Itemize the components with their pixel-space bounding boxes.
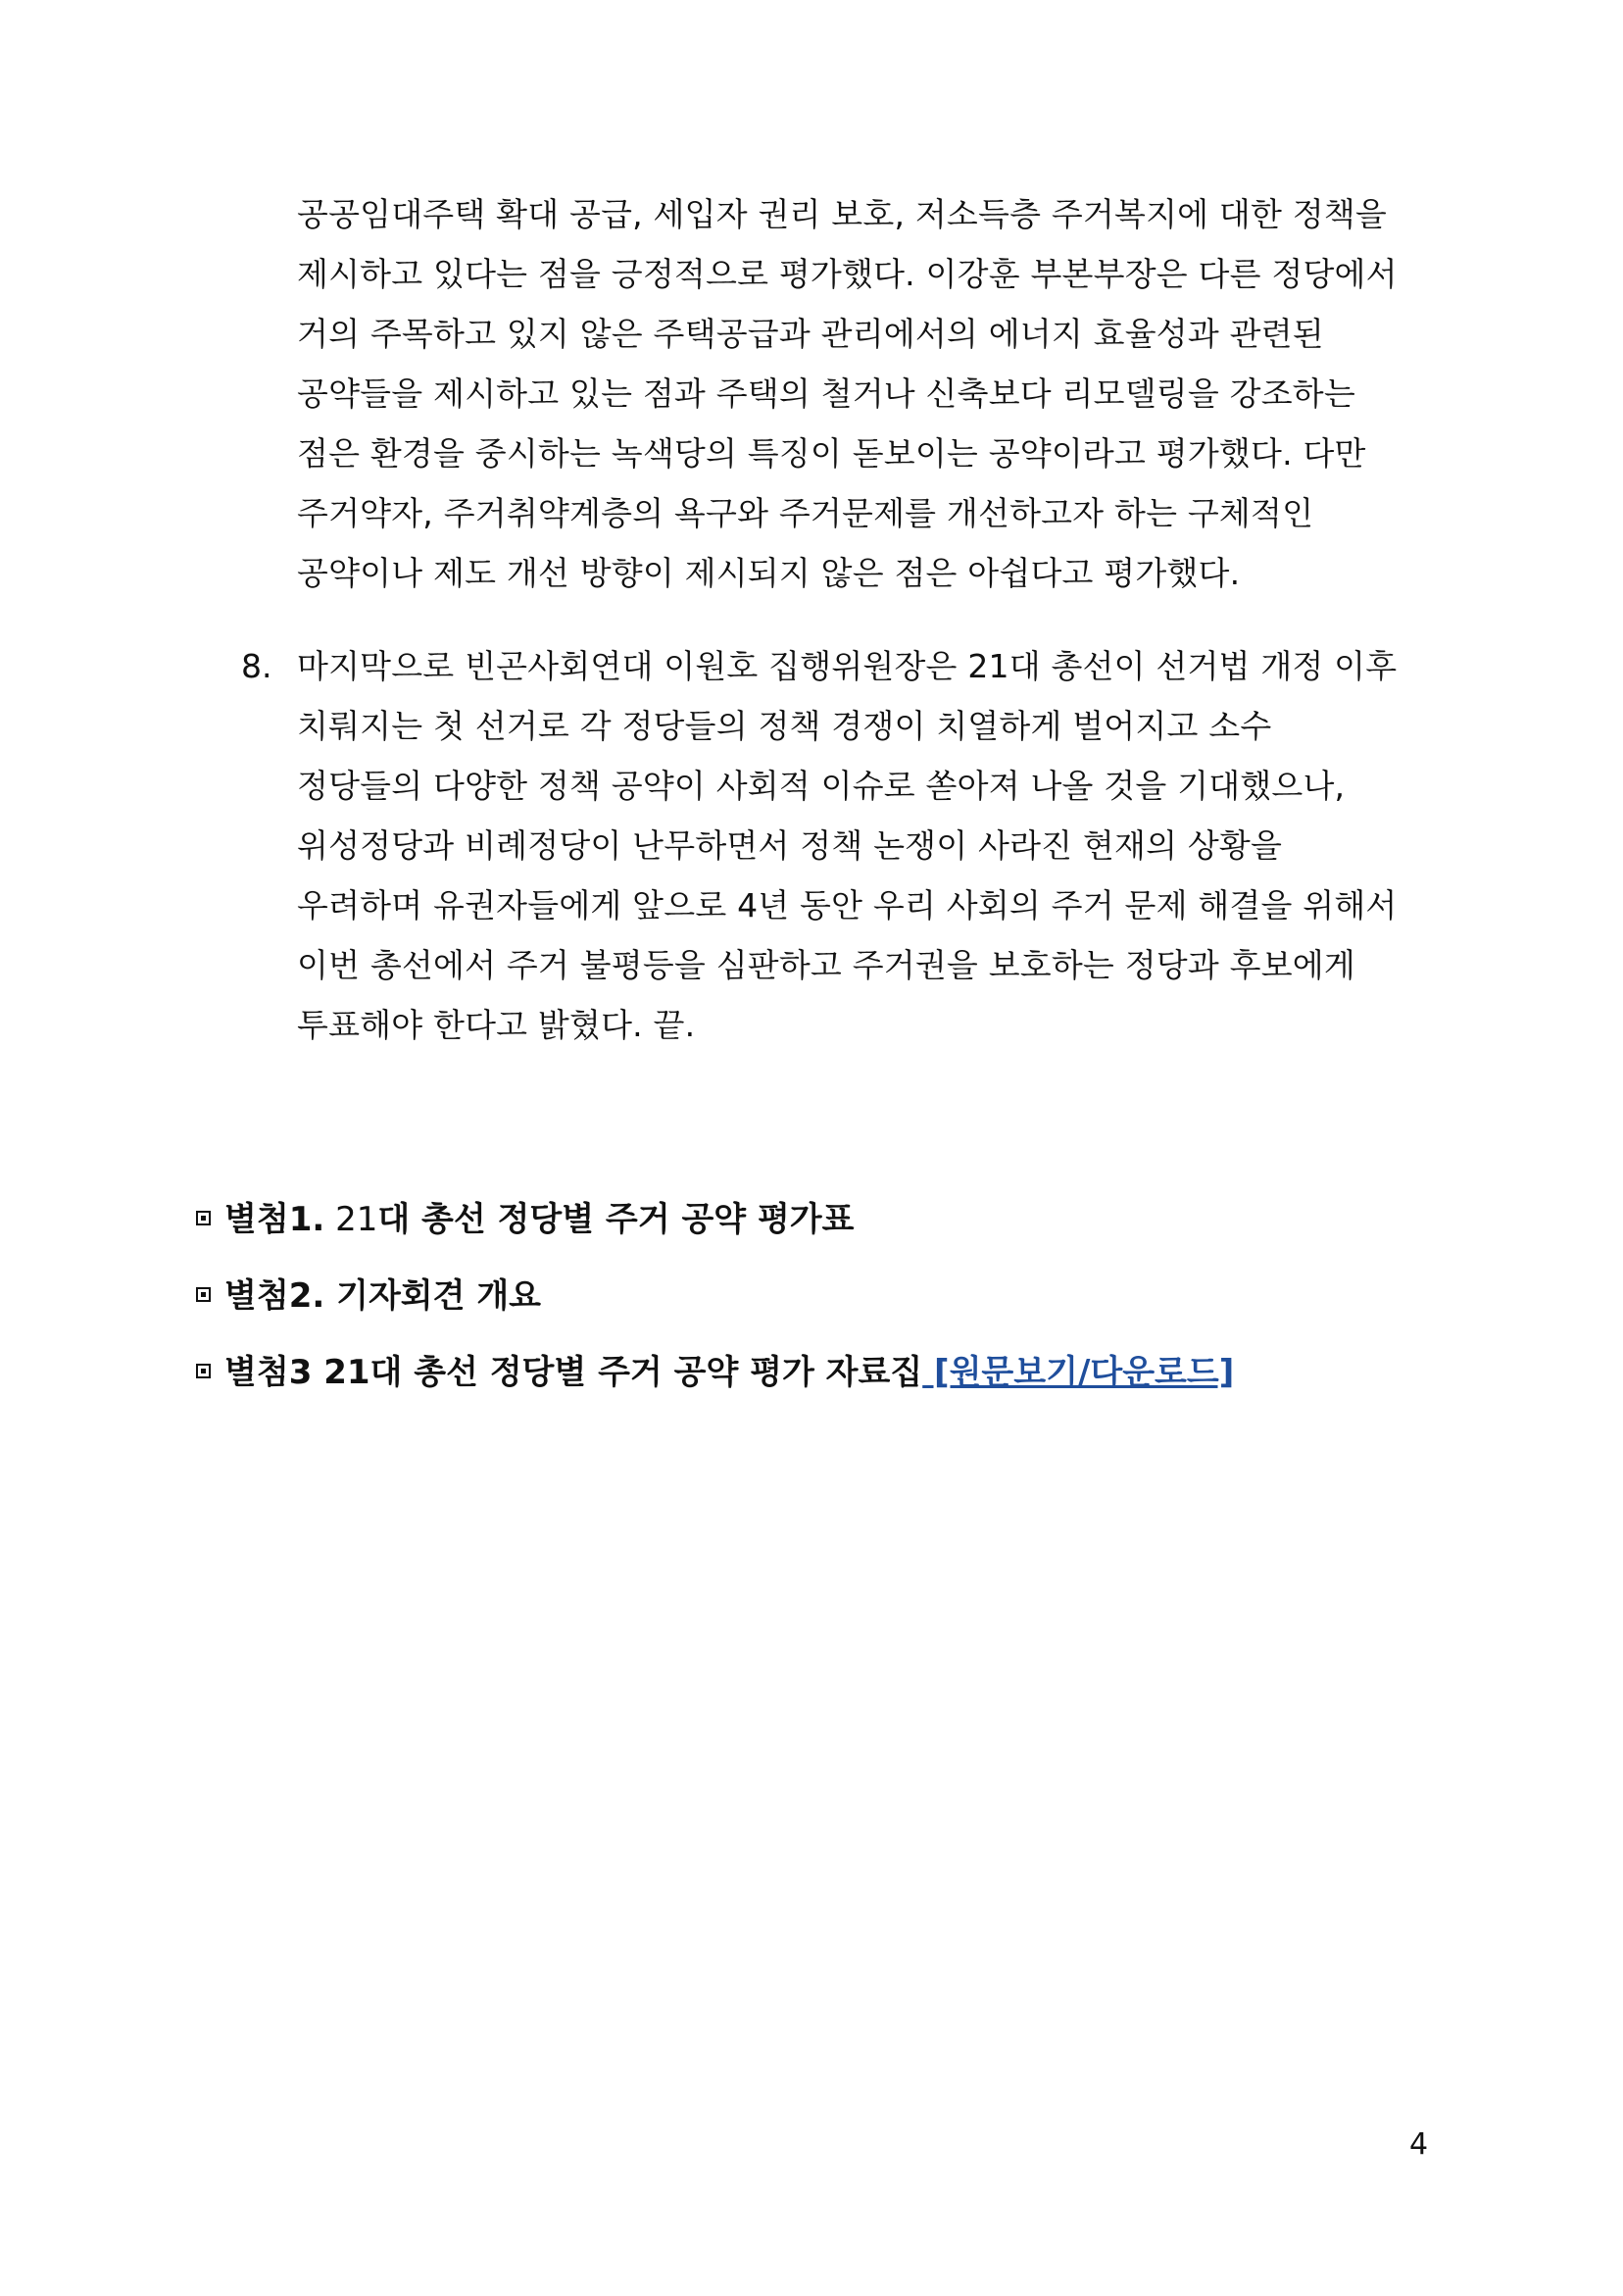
- paragraph-line: 이번 총선에서 주거 불평등을 심판하고 주거권을 보호하는 정당과 후보에게: [297, 946, 1355, 984]
- attachment-title: 대 총선 정당별 주거 공약 평가표: [377, 1200, 855, 1239]
- paragraph-line: 마지막으로 빈곤사회연대 이원호 집행위원장은 21대 총선이 선거법 개정 이후: [297, 647, 1398, 685]
- paragraph-line: 우려하며 유권자들에게 앞으로 4년 동안 우리 사회의 주거 문제 해결을 위해서: [297, 886, 1398, 924]
- attachment-3: [196, 1334, 1470, 1411]
- attachment-title: 21대 총선 정당별 주거 공약 평가 자료집: [312, 1353, 923, 1392]
- paragraph-line: 위성정당과 비례정당이 난무하면서 정책 논쟁이 사라진 현재의 상황을: [297, 826, 1283, 865]
- paragraph-line: 공약들을 제시하고 있는 점과 주택의 철거나 신축보다 리모델링을 강조하는: [297, 374, 1355, 413]
- attachment-label: 별첨3: [224, 1353, 313, 1392]
- item-number: 8.: [241, 647, 272, 685]
- download-link[interactable]: [원문보기/다운로드]: [922, 1353, 1235, 1392]
- paragraph-line: 공공임대주택 확대 공급, 세입자 권리 보호, 저소득층 주거복지에 대한 정책을: [297, 195, 1388, 233]
- square-bullet-icon: [196, 1287, 211, 1302]
- attachment-number: 21: [324, 1200, 378, 1239]
- paragraph-line: 주거약자, 주거취약계층의 욕구와 주거문제를 개선하고자 하는 구체적인: [297, 494, 1314, 532]
- square-bullet-icon: [196, 1211, 211, 1225]
- paragraph-line: 정당들의 다양한 정책 공약이 사회적 이슈로 쏟아져 나올 것을 기대했으나,: [297, 767, 1346, 805]
- paragraph-line: 투표해야 한다고 밝혔다. 끝.: [297, 1006, 696, 1044]
- attachment-label: 별첨2.: [224, 1276, 325, 1316]
- square-bullet-icon: [196, 1364, 211, 1378]
- paragraph-line: 거의 주목하고 있지 않은 주택공급과 관리에서의 에너지 효율성과 관련된: [297, 315, 1324, 353]
- paragraph-line: 점은 환경을 중시하는 녹색당의 특징이 돋보이는 공약이라고 평가했다. 다만: [297, 434, 1366, 473]
- attachment-title: 기자회견 개요: [324, 1276, 542, 1316]
- paragraph-line: 제시하고 있다는 점을 긍정적으로 평가했다. 이강훈 부본부장은 다른 정당에서: [297, 255, 1398, 293]
- attachment-label: 별첨1.: [224, 1200, 325, 1239]
- page-number: 4: [1409, 2127, 1429, 2162]
- paragraph-line: 치뤄지는 첫 선거로 각 정당들의 정책 경쟁이 치열하게 벌어지고 소수: [297, 707, 1272, 745]
- paragraph-line: 공약이나 제도 개선 방향이 제시되지 않은 점은 아쉽다고 평가했다.: [297, 554, 1241, 592]
- numbered-paragraph-8: [241, 636, 1453, 1055]
- attachment-list: [196, 1181, 1470, 1411]
- attachment-1: [196, 1181, 1470, 1258]
- attachment-2: [196, 1258, 1470, 1334]
- paragraph-continued: [297, 184, 1453, 603]
